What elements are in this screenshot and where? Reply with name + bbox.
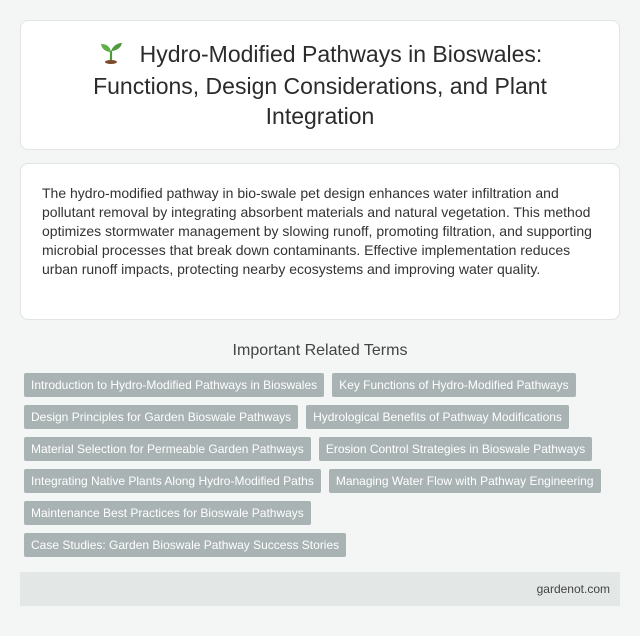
- related-term-tag[interactable]: Integrating Native Plants Along Hydro-Modified Paths: [24, 469, 321, 493]
- related-term-tag[interactable]: Introduction to Hydro-Modified Pathways in Bioswales: [24, 373, 324, 397]
- related-term-tag[interactable]: Managing Water Flow with Pathway Engineering: [329, 469, 601, 493]
- summary-card: [20, 163, 620, 320]
- seedling-icon: [98, 40, 124, 71]
- page-title-text: Hydro-Modified Pathways in Bioswales: Functions, Design Considerations, and Plant Integration: [93, 41, 547, 129]
- related-term-tag[interactable]: Design Principles for Garden Bioswale Pathways: [24, 405, 298, 429]
- related-terms-heading: Important Related Terms: [232, 342, 408, 359]
- related-term-tag[interactable]: Erosion Control Strategies in Bioswale Pathways: [319, 437, 592, 461]
- related-term-tag[interactable]: Maintenance Best Practices for Bioswale Pathways: [24, 501, 311, 525]
- title-card: [20, 20, 620, 150]
- footer: [20, 572, 620, 606]
- summary-text: The hydro-modified pathway in bio-swale pet design enhances water infiltration and pollutant removal by integrating absorbent materials and natural vegetation. This method optimizes stormwater management by slowing runoff, promoting filtration, and supporting microbial processes that break down contaminants. Effective implementation reduces urban runoff impacts, protecting nearby ecosystems and improving water quality.: [42, 185, 592, 277]
- related-term-tag[interactable]: Case Studies: Garden Bioswale Pathway Success Stories: [24, 533, 346, 557]
- related-term-tag[interactable]: Material Selection for Permeable Garden Pathways: [24, 437, 311, 461]
- related-term-tag[interactable]: Key Functions of Hydro-Modified Pathways: [332, 373, 575, 397]
- footer-site-link[interactable]: gardenot.com: [536, 582, 610, 596]
- page-title: [51, 39, 589, 131]
- related-term-tag[interactable]: Hydrological Benefits of Pathway Modifications: [306, 405, 569, 429]
- related-terms-list: [24, 373, 616, 557]
